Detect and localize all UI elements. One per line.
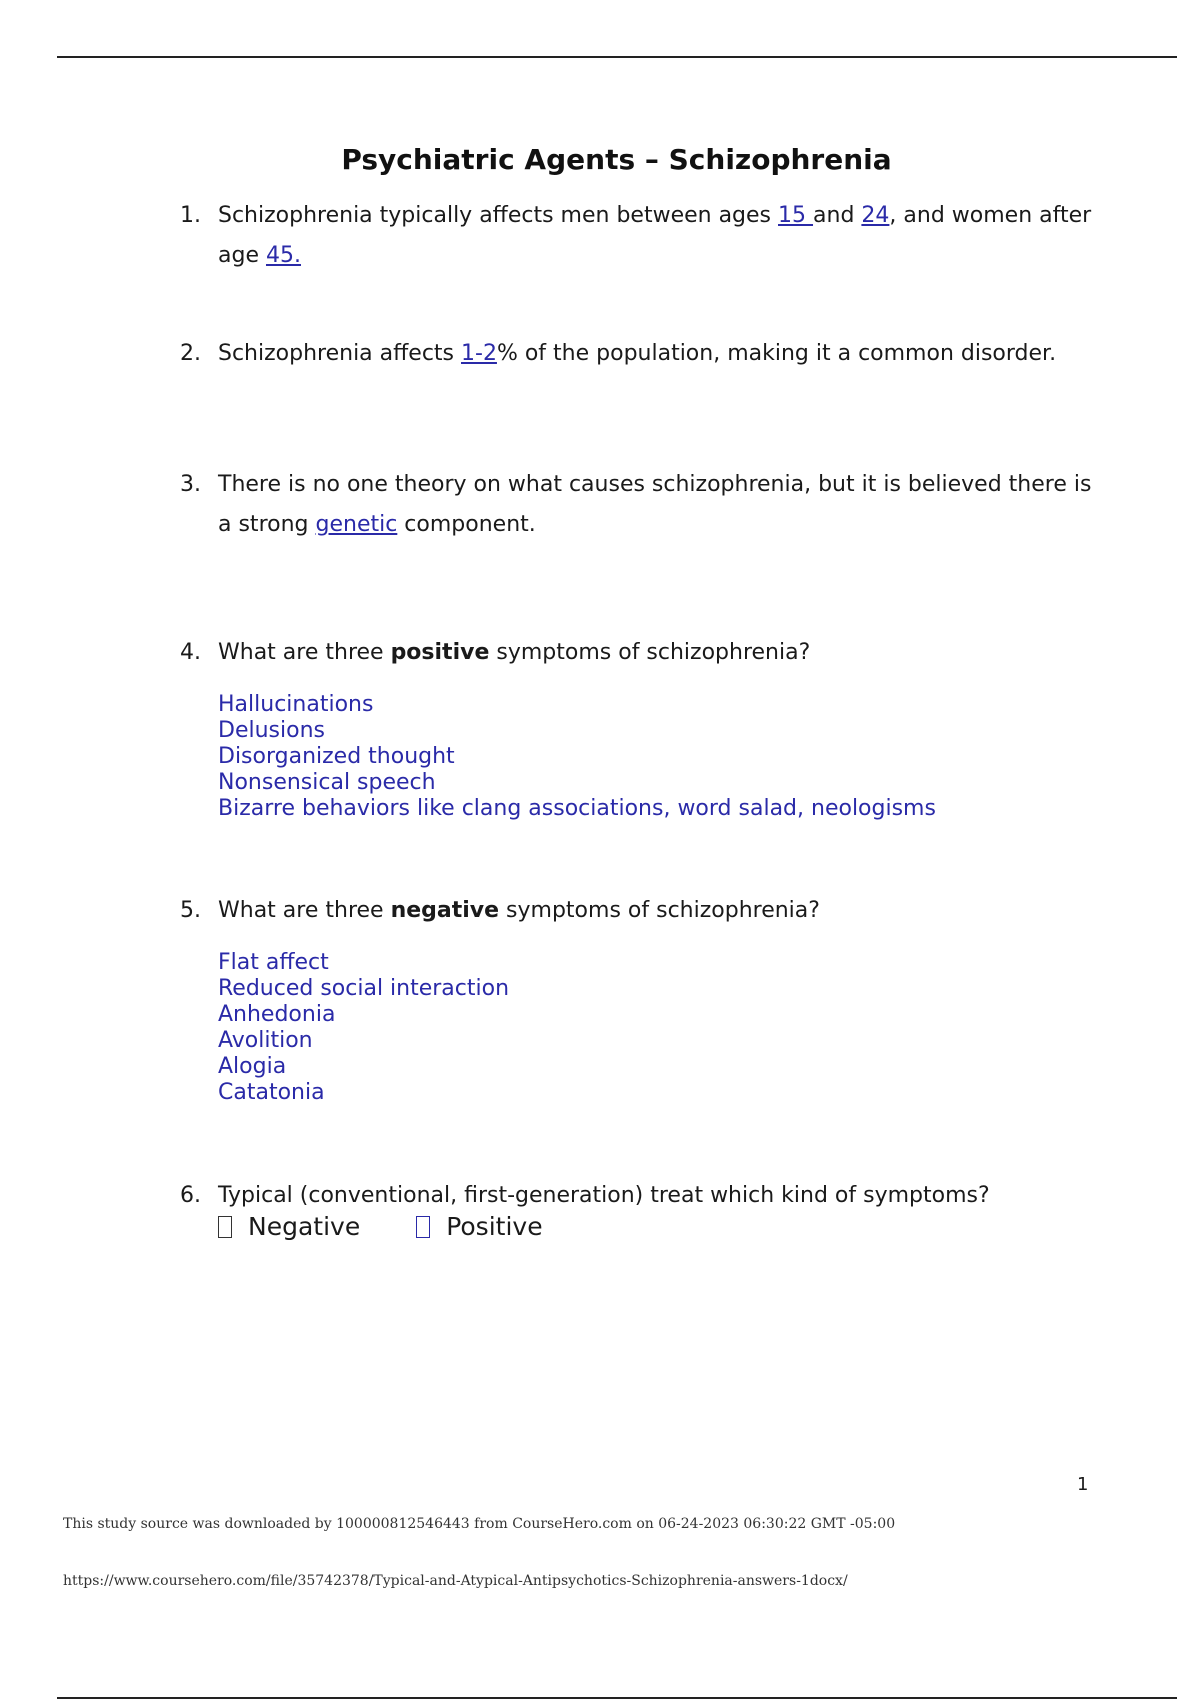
question-1: [180, 196, 1100, 276]
symptom-choice-group: [218, 1210, 543, 1243]
page-number: 1: [1077, 1474, 1089, 1495]
keyword-positive: positive: [390, 640, 490, 665]
question-4: [180, 633, 1100, 673]
question-5: [180, 891, 1100, 931]
list-item: Alogia: [218, 1054, 287, 1079]
download-notice: This study source was downloaded by 100000812546443 from CourseHero.com on 06-24-2023 06:30:22 GMT -05:00: [63, 1516, 896, 1532]
question-text-part: Schizophrenia affects: [218, 341, 462, 366]
question-number: 3.: [180, 472, 201, 497]
question-3: [180, 465, 1100, 545]
positive-option-label: Positive: [446, 1212, 543, 1241]
negative-checkbox[interactable]: [218, 1216, 232, 1238]
question-text-part: , and women after age: [218, 203, 1092, 268]
negative-symptoms-list: [218, 950, 509, 1106]
positive-symptoms-list: [218, 692, 936, 822]
top-rule: [57, 56, 1177, 58]
answer-cause: genetic: [315, 512, 398, 537]
source-url[interactable]: https://www.coursehero.com/file/35742378/Typical-and-Atypical-Antipsychotics-Schizophrenia-answers-1docx/: [63, 1573, 848, 1589]
question-text-part: What are three: [218, 898, 391, 923]
question-text-part: There is no one theory on what causes schizophrenia, but it is believed there is a strong: [218, 472, 1092, 537]
question-text-part: % of the population, making it a common disorder.: [496, 341, 1057, 366]
question-number: 2.: [180, 341, 201, 366]
question-text-part: component.: [397, 512, 536, 537]
question-number: 4.: [180, 640, 201, 665]
list-item: Bizarre behaviors like clang associations, word salad, neologisms: [218, 796, 936, 821]
question-text: Typical (conventional, first-generation) treat which kind of symptoms?: [218, 1183, 990, 1208]
question-number: 6.: [180, 1183, 201, 1208]
question-text: [218, 334, 1100, 374]
question-text-part: What are three: [218, 640, 391, 665]
negative-option-label: Negative: [248, 1212, 361, 1241]
question-text-part: symptoms of schizophrenia?: [499, 898, 820, 923]
list-item: Disorganized thought: [218, 744, 455, 769]
bottom-rule: [57, 1697, 1177, 1699]
question-text-part: and: [813, 203, 862, 228]
list-item: Avolition: [218, 1028, 313, 1053]
list-item: Reduced social interaction: [218, 976, 510, 1001]
list-item: Catatonia: [218, 1080, 325, 1105]
question-text: [218, 465, 1100, 545]
list-item: Nonsensical speech: [218, 770, 436, 795]
keyword-negative: negative: [390, 898, 500, 923]
question-2: [180, 334, 1100, 374]
question-number: 1.: [180, 203, 201, 228]
positive-checkbox[interactable]: [416, 1216, 430, 1238]
question-text: [218, 633, 1100, 673]
answer-percentage: 1-2: [461, 341, 497, 366]
answer-age-men-start: 15: [778, 203, 814, 228]
question-text-part: Schizophrenia typically affects men between ages: [218, 203, 779, 228]
answer-age-women: 45.: [265, 243, 301, 268]
list-item: Delusions: [218, 718, 325, 743]
question-text: [218, 196, 1100, 276]
list-item: Anhedonia: [218, 1002, 336, 1027]
answer-age-men-end: 24: [861, 203, 890, 228]
list-item: Hallucinations: [218, 692, 374, 717]
list-item: Flat affect: [218, 950, 329, 975]
question-text-part: symptoms of schizophrenia?: [489, 640, 811, 665]
question-number: 5.: [180, 898, 201, 923]
question-text: [218, 891, 1100, 931]
page-title: Psychiatric Agents – Schizophrenia: [341, 143, 892, 176]
